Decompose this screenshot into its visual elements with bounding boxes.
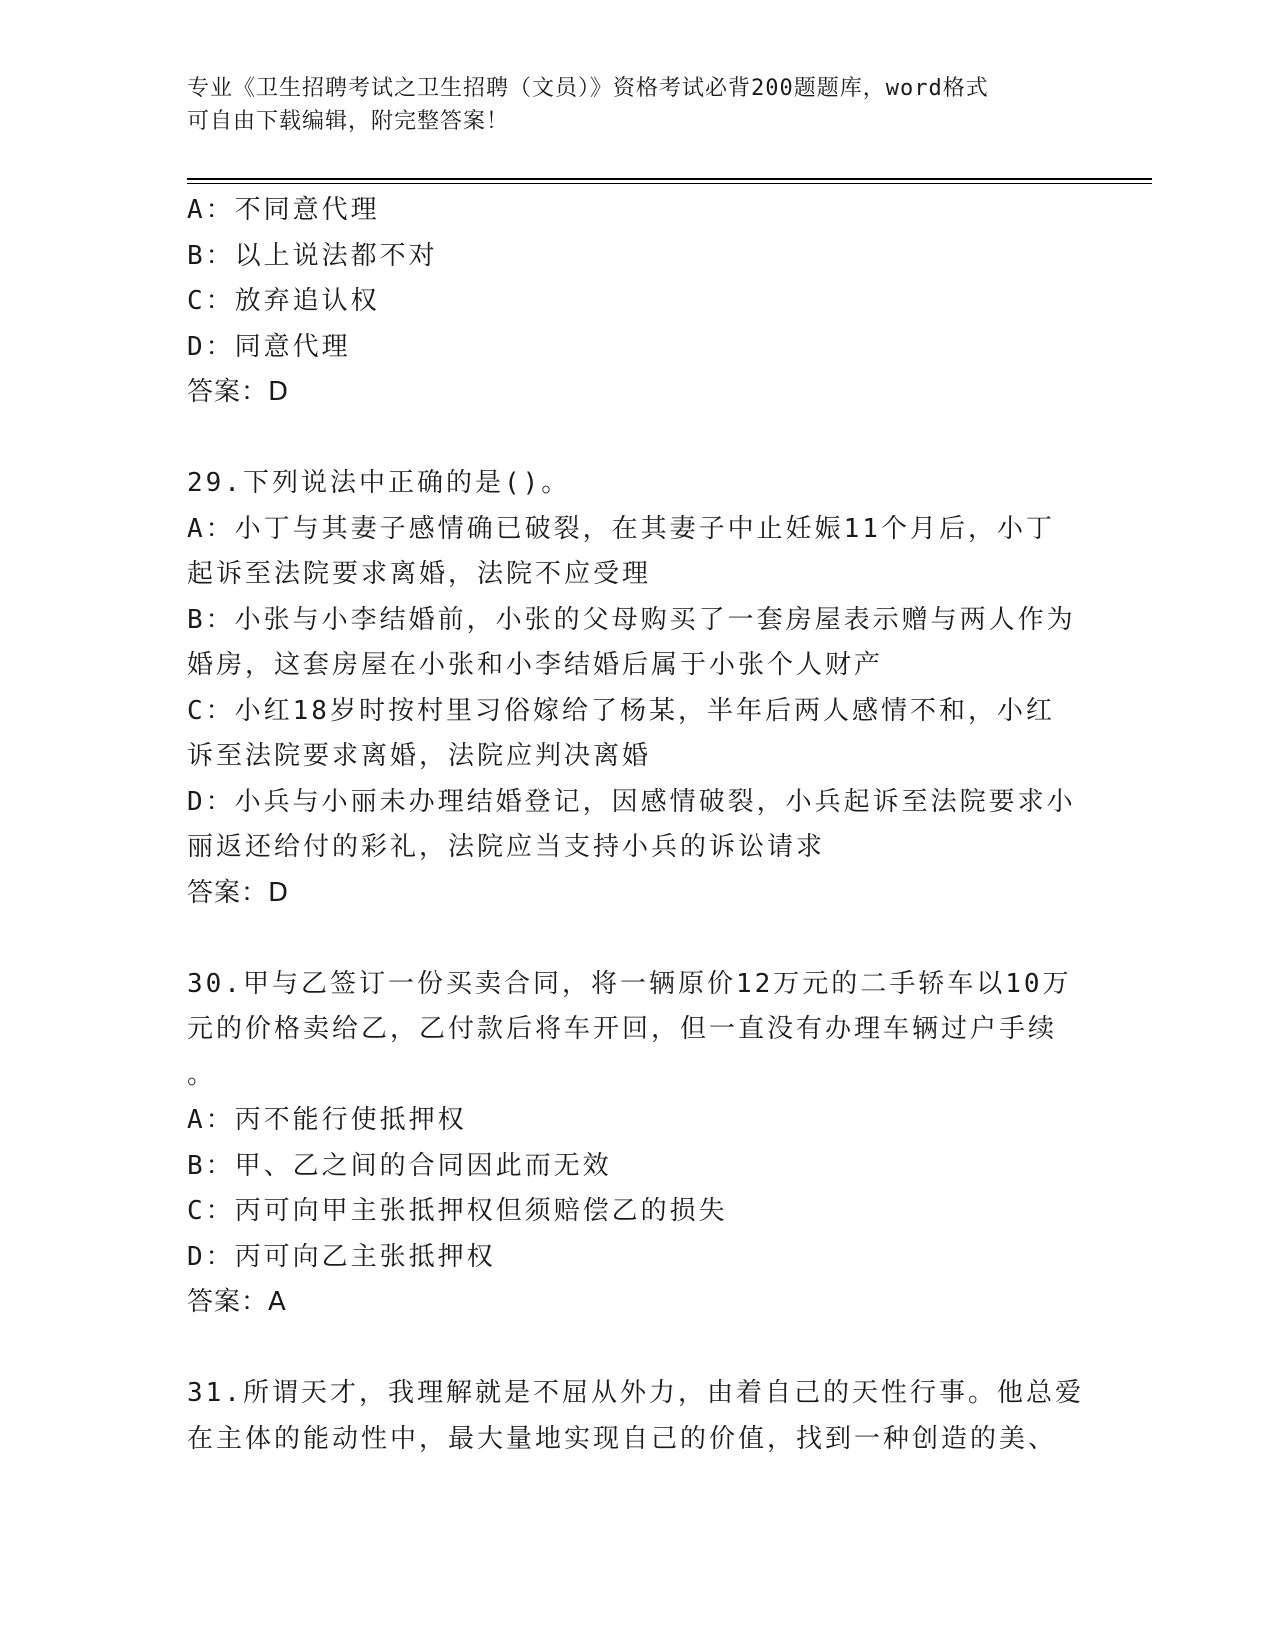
q28-option-a: A：不同意代理 — [187, 195, 380, 225]
spacer — [187, 916, 1087, 962]
header-line-2: 可自由下载编辑，附完整答案！ — [187, 109, 510, 134]
q30-option-d: D：丙可向乙主张抵押权 — [187, 1241, 496, 1272]
q30-answer: 答案：A — [187, 1287, 287, 1317]
q29-option-b-line-2: 婚房，这套房屋在小张和小李结婚后属于小张个人财产 — [187, 650, 884, 680]
q29-stem: 29.下列说法中正确的是()。 — [187, 468, 571, 498]
q28-option-b: B：以上说法都不对 — [187, 240, 438, 271]
q30-option-c: C：丙可向甲主张抵押权但须赔偿乙的损失 — [187, 1196, 728, 1226]
q29-option-b-line-1: B：小张与小李结婚前，小张的父母购买了一套房屋表示赠与两人作为 — [187, 604, 1076, 635]
document-body — [187, 188, 1087, 1462]
document-header — [187, 72, 1067, 138]
spacer — [187, 1326, 1087, 1372]
q29-option-d-line-2: 丽返还给付的彩礼，法院应当支持小兵的诉讼请求 — [187, 832, 826, 862]
q29-option-d-line-1: D：小兵与小丽未办理结婚登记，因感情破裂，小兵起诉至法院要求小 — [187, 786, 1076, 817]
header-line-1: 专业《卫生招聘考试之卫生招聘（文员）》资格考试必背200题题库，word格式 — [187, 76, 989, 101]
q31-stem-line-2: 在主体的能动性中，最大量地实现自己的价值，找到一种创造的美、 — [187, 1423, 1058, 1454]
q30-stem-line-3: 。 — [187, 1059, 217, 1090]
q29-answer: 答案：D — [187, 877, 290, 908]
q31-stem-line-1: 31.所谓天才，我理解就是不屈从外力，由着自己的天性行事。他总爱 — [187, 1378, 1084, 1408]
q29-option-c-line-2: 诉至法院要求离婚，法院应判决离婚 — [187, 741, 652, 771]
q28-answer: 答案：D — [187, 377, 290, 407]
spacer — [187, 416, 1087, 462]
q28-option-d: D：同意代理 — [187, 331, 351, 362]
q30-stem-line-2: 元的价格卖给乙，乙付款后将车开回，但一直没有办理车辆过户手续 — [187, 1014, 1058, 1044]
q29-option-a-line-1: A：小丁与其妻子感情确已破裂，在其妻子中止妊娠11个月后，小丁 — [187, 513, 1055, 544]
q30-stem-line-1: 30.甲与乙签订一份买卖合同，将一辆原价12万元的二手轿车以10万 — [187, 968, 1072, 999]
header-divider-thin — [187, 183, 1152, 184]
q29-option-c-line-1: C：小红18岁时按村里习俗嫁给了杨某，半年后两人感情不和，小红 — [187, 695, 1055, 726]
q28-option-c: C：放弃追认权 — [187, 286, 380, 316]
q29-option-a-line-2: 起诉至法院要求离婚，法院不应受理 — [187, 559, 652, 589]
q30-option-a: A：丙不能行使抵押权 — [187, 1105, 467, 1135]
q30-option-b: B：甲、乙之间的合同因此而无效 — [187, 1150, 612, 1181]
header-divider-thick — [187, 178, 1152, 180]
